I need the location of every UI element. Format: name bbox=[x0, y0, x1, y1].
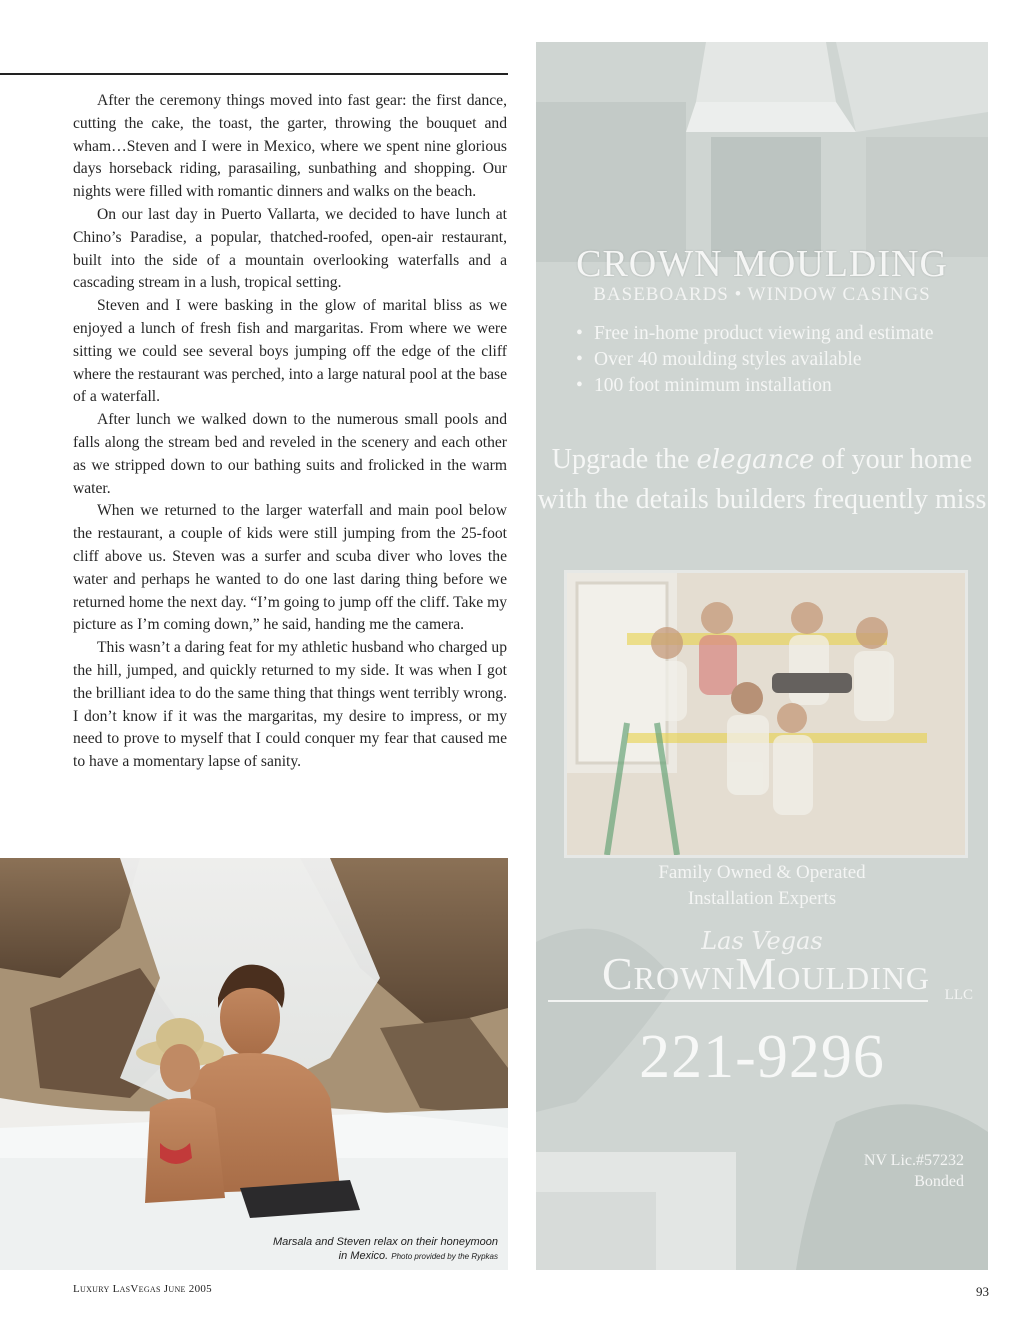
team-photo-scene bbox=[567, 573, 965, 855]
ad-bullet: • 100 foot minimum installation bbox=[576, 374, 976, 397]
article-paragraph: After the ceremony things moved into fast gear: the first dance, cutting the cake, the toast, the garter, throwing the bouquet and wham…Steven and I were in Mexico, where we spent nine glorious days horseback riding, parasailing, sunbathing and shopping. Our nights were filled with romantic dinners and walks on the beach. bbox=[73, 92, 507, 201]
publication-footer: Luxury LasVegas June 2005 bbox=[73, 1283, 212, 1295]
page-number: 93 bbox=[976, 1284, 989, 1299]
article-paragraph: This wasn’t a daring feat for my athletic husband who charged up the hill, jumped, and quickly returned to my side. It was when I got the brilliant idea to do the same thing that things went terribly wrong. I don’t know if it was the margaritas, my desire to impress, or my need to prove to myself that I could conquer my fear that caused me to have a momentary lapse of sanity. bbox=[73, 639, 507, 771]
caption-line: Marsala and Steven relax on their honeymoon bbox=[272, 1236, 498, 1248]
top-rule bbox=[0, 73, 508, 75]
logo-underline bbox=[548, 1000, 928, 1002]
photo-caption bbox=[273, 1235, 498, 1264]
ad-bullet-list bbox=[576, 322, 976, 400]
tagline-text: Upgrade the bbox=[551, 444, 697, 475]
family-line: Installation Experts bbox=[687, 888, 837, 909]
logo-script: Las Vegas bbox=[701, 927, 823, 955]
honeymoon-photo bbox=[0, 858, 508, 1270]
team-photo bbox=[564, 570, 968, 858]
article-paragraph: Steven and I were basking in the glow of marital bliss as we enjoyed a lunch of fresh fish and margaritas. From where we were sitting we could see several boys jumping off the edge of the cliff where the restaurant was perched, into a large natural pool at the base of a waterfall. bbox=[73, 297, 507, 406]
ad-bullet: • Free in-home product viewing and estimate bbox=[576, 322, 976, 345]
license-number: NV Lic.#57232 bbox=[863, 1152, 964, 1169]
license-block bbox=[864, 1150, 964, 1192]
bonded-label: Bonded bbox=[914, 1173, 964, 1190]
ad-phone-number: 221-9296 bbox=[639, 1023, 885, 1091]
ad-subtitle: BASEBOARDS • WINDOW CASINGS bbox=[593, 284, 931, 305]
photo-credit: Photo provided by the Rypkas bbox=[391, 1252, 498, 1261]
caption-text: in Mexico. bbox=[338, 1250, 389, 1262]
ad-bullet: • Over 40 moulding styles available bbox=[576, 348, 976, 371]
family-line: Family Owned & Operated bbox=[658, 862, 866, 883]
waterfall-scene bbox=[0, 858, 508, 1270]
ad-tagline bbox=[536, 440, 988, 519]
ad-family-owned bbox=[536, 860, 988, 912]
tagline-emphasis: elegance bbox=[696, 445, 815, 475]
ad-title: CROWN MOULDING bbox=[576, 243, 948, 285]
article-paragraph: On our last day in Puerto Vallarta, we decided to have lunch at Chino’s Paradise, a popular, thatched-roofed, open-air restaurant, built into the side of a mountain overlooking waterfalls and a cascading stream in a lush, tropical setting. bbox=[73, 205, 507, 292]
article-body bbox=[73, 90, 507, 774]
logo-wordmark: CrownMoulding bbox=[601, 948, 931, 999]
article-paragraph: When we returned to the larger waterfall and main pool below the restaurant, a couple of kids were still jumping from the 25-foot cliff above us. Steven was a surfer and scuba diver who loves the water and perhaps he wanted to do one last daring thing before we returned home the next day. “I’m going to jump off the cliff. Take my picture as I’m coming down,” he said, handing me the camera. bbox=[73, 502, 507, 634]
crown-moulding-ad bbox=[536, 42, 988, 1270]
logo-llc: LLC bbox=[944, 987, 973, 1003]
caption-line bbox=[273, 1249, 498, 1264]
tagline-text: of your home with the details builders frequently miss bbox=[537, 444, 987, 515]
article-paragraph: After lunch we walked down to the numerous small pools and falls along the stream bed and reveled in the scenery and each other as we stripped down to our bathing suits and frolicked in the warm water. bbox=[73, 411, 507, 497]
